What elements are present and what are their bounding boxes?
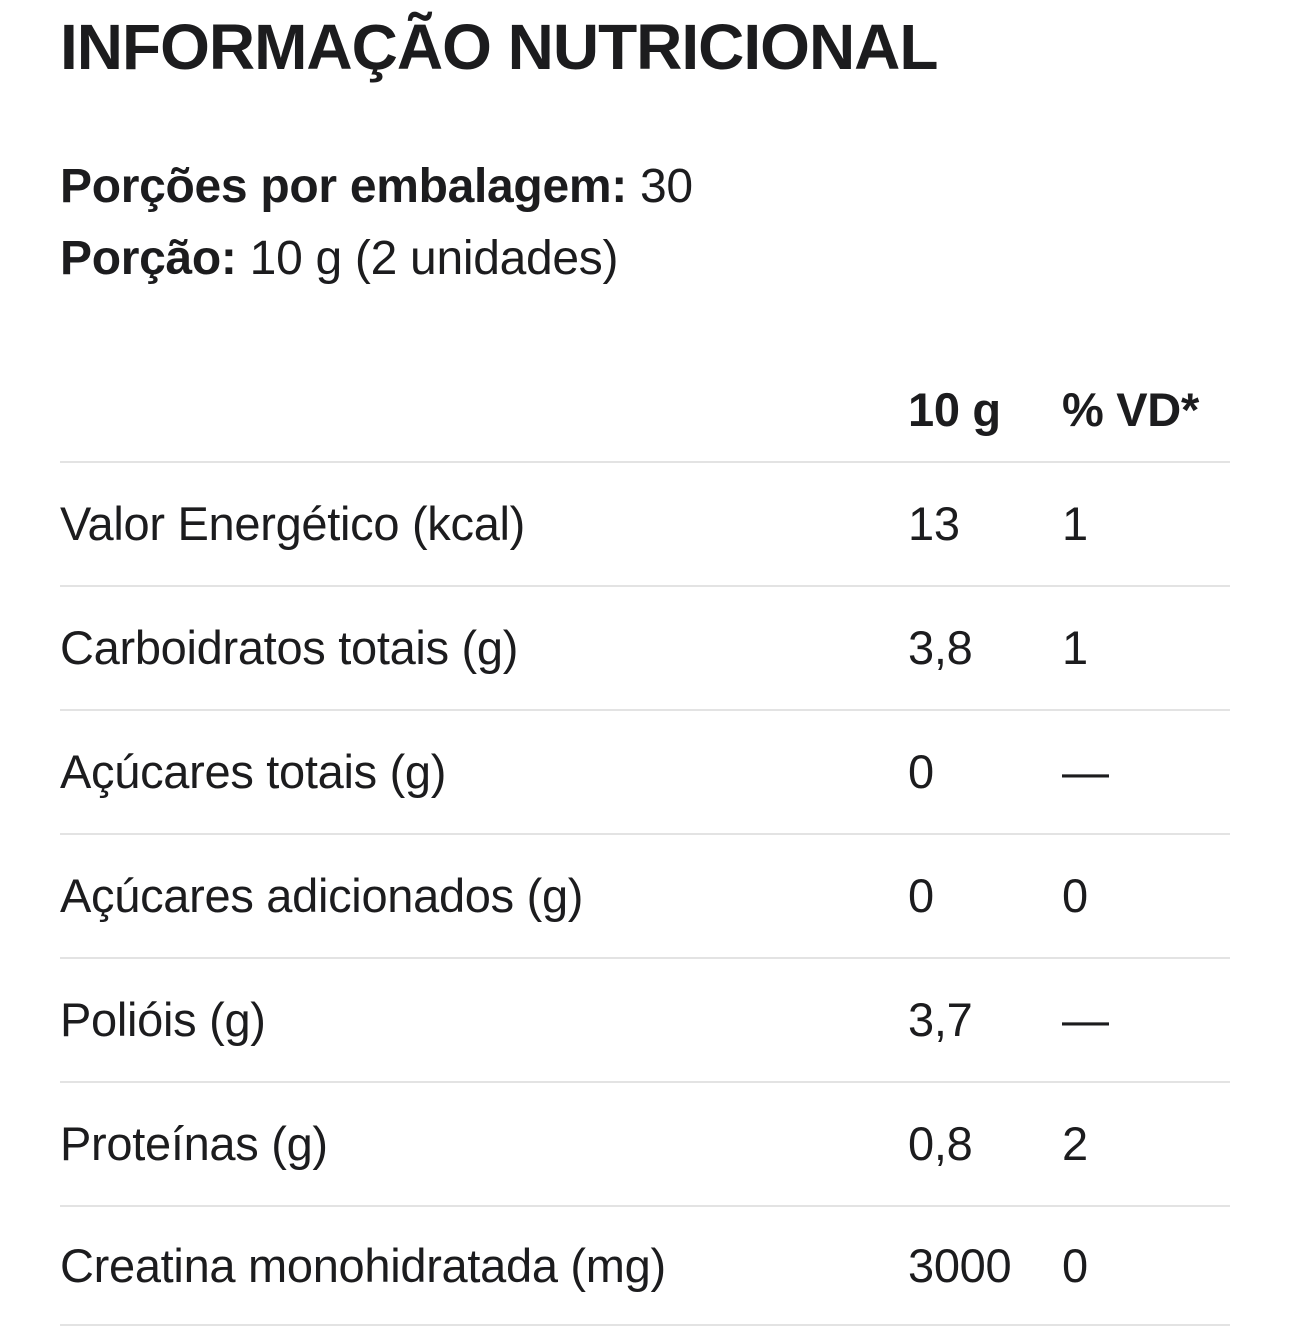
nutrient-amount: 0,8 [908, 1117, 973, 1171]
portion-label: Porção: [60, 231, 237, 285]
table-row-valor-energetico [60, 463, 1230, 587]
servings-per-package-label: Porções por embalagem: [60, 159, 627, 213]
nutrient-amount: 3000 [908, 1238, 1012, 1292]
table-row-acucares-totais [60, 711, 1230, 835]
portion-line [60, 223, 1230, 295]
nutrient-daily-value: — [1062, 745, 1109, 799]
page-title: INFORMAÇÃO NUTRICIONAL [60, 11, 938, 83]
serving-info [60, 151, 1230, 295]
nutrition-panel [0, 11, 1290, 1326]
nutrient-daily-value: 2 [1062, 1117, 1088, 1171]
servings-per-package-value: 30 [639, 159, 693, 213]
table-row-acucares-adicionados [60, 835, 1230, 959]
nutrient-label: Creatina monohidratada (mg) [60, 1238, 666, 1292]
nutrient-daily-value: 1 [1062, 621, 1088, 675]
nutrient-amount: 0 [908, 869, 934, 923]
column-header-daily-value: % VD* [1062, 382, 1199, 436]
nutrient-amount: 0 [908, 745, 934, 799]
column-header-amount: 10 g [908, 382, 1001, 436]
nutrient-label: Açúcares adicionados (g) [60, 869, 584, 923]
nutrition-table [60, 295, 1230, 1326]
table-row-creatina [60, 1207, 1230, 1326]
nutrient-daily-value: — [1062, 993, 1109, 1047]
servings-per-package-line [60, 151, 1230, 223]
nutrient-label: Açúcares totais (g) [60, 745, 447, 799]
nutrient-label: Carboidratos totais (g) [60, 621, 519, 675]
nutrient-label: Valor Energético (kcal) [60, 497, 526, 551]
table-row-carboidratos [60, 587, 1230, 711]
nutrient-amount: 3,7 [908, 993, 973, 1047]
table-row-poliois [60, 959, 1230, 1083]
nutrient-amount: 13 [908, 497, 960, 551]
nutrient-daily-value: 0 [1062, 1238, 1088, 1292]
nutrient-daily-value: 1 [1062, 497, 1088, 551]
portion-value: 10 g (2 unidades) [249, 231, 619, 285]
table-header-row [60, 295, 1230, 463]
column-header-spacer [60, 437, 908, 461]
nutrient-label: Polióis (g) [60, 993, 266, 1047]
table-row-proteinas [60, 1083, 1230, 1207]
nutrient-daily-value: 0 [1062, 869, 1088, 923]
nutrient-amount: 3,8 [908, 621, 973, 675]
nutrient-label: Proteínas (g) [60, 1117, 328, 1171]
